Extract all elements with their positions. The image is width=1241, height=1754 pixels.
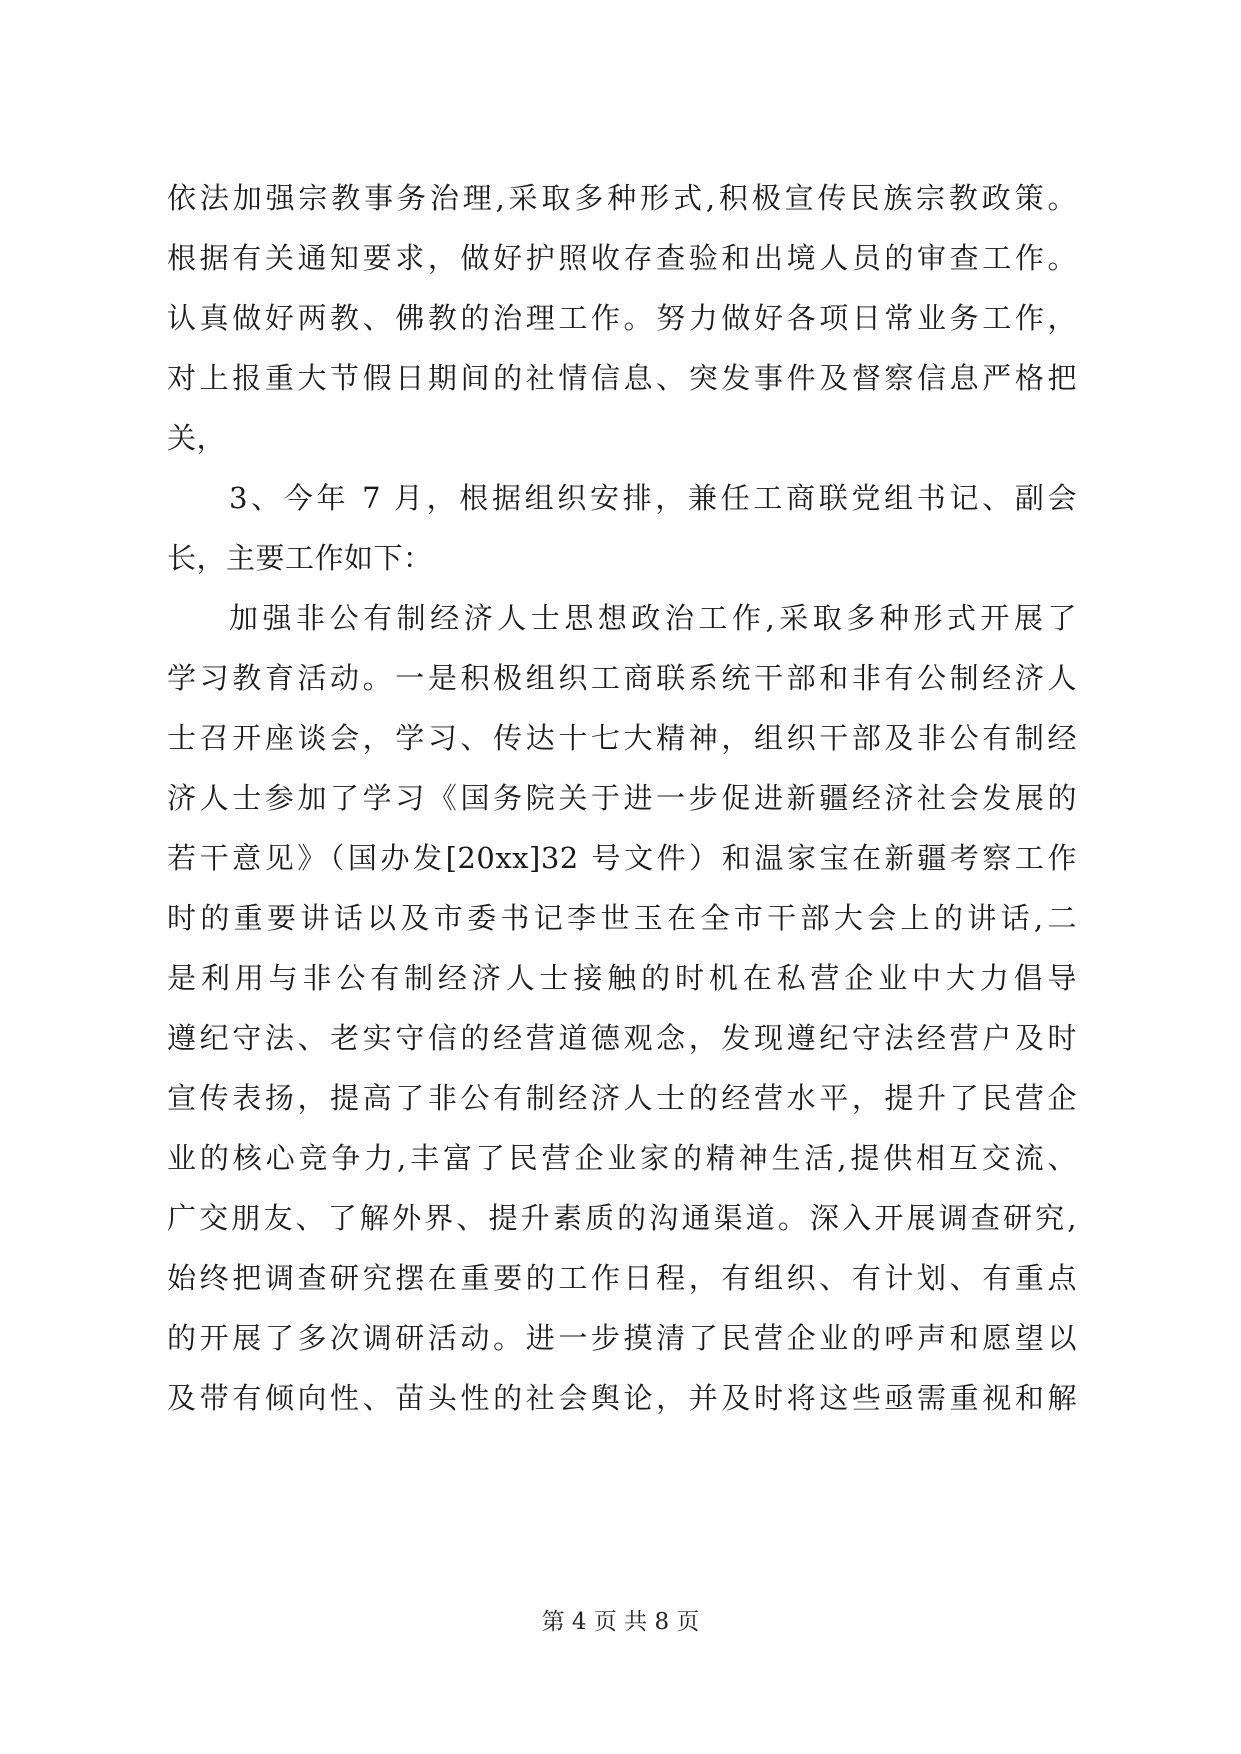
text-line: 若干意见》（国办发[20xx]32 号文件）和温家宝在新疆考察工作 (167, 841, 1077, 875)
text-line: 长，主要工作如下： (167, 541, 433, 575)
text-line: 关， (167, 421, 227, 455)
text-line: 宣传表扬，提高了非公有制经济人士的经营水平，提升了民营企 (167, 1081, 1077, 1115)
text-line: 济人士参加了学习《国务院关于进一步促进新疆经济社会发展的 (167, 781, 1077, 815)
text-line: 业的核心竞争力,丰富了民营企业家的精神生活,提供相互交流、 (167, 1141, 1077, 1175)
text-line: 是利用与非公有制经济人士接触的时机在私营企业中大力倡导 (167, 961, 1077, 995)
text-line: 士召开座谈会，学习、传达十七大精神，组织干部及非公有制经 (167, 721, 1077, 755)
text-line: 学习教育活动。一是积极组织工商联系统干部和非有公制经济人 (167, 661, 1077, 695)
text-line: 依法加强宗教事务治理,采取多种形式,积极宣传民族宗教政策。 (167, 181, 1077, 215)
text-line: 3、今年 7 月，根据组织安排，兼任工商联党组书记、副会 (229, 481, 1077, 515)
text-line: 加强非公有制经济人士思想政治工作,采取多种形式开展了 (229, 601, 1077, 635)
body-text (167, 168, 1077, 1428)
text-line: 及带有倾向性、苗头性的社会舆论，并及时将这些亟需重视和解 (167, 1381, 1077, 1415)
text-line: 根据有关通知要求，做好护照收存查验和出境人员的审查工作。 (167, 241, 1077, 275)
text-line: 遵纪守法、老实守信的经营道德观念，发现遵纪守法经营户及时 (167, 1021, 1077, 1055)
page-number-footer: 第 4 页 共 8 页 (541, 1609, 700, 1635)
text-line: 时的重要讲话以及市委书记李世玉在全市干部大会上的讲话,二 (167, 901, 1077, 935)
text-line: 始终把调查研究摆在重要的工作日程，有组织、有计划、有重点 (167, 1261, 1077, 1295)
text-line: 认真做好两教、佛教的治理工作。努力做好各项日常业务工作， (167, 301, 1077, 335)
text-line: 广交朋友、了解外界、提升素质的沟通渠道。深入开展调查研究, (167, 1201, 1077, 1235)
text-line: 的开展了多次调研活动。进一步摸清了民营企业的呼声和愿望以 (167, 1321, 1077, 1355)
text-line: 对上报重大节假日期间的社情信息、突发事件及督察信息严格把 (167, 361, 1077, 395)
